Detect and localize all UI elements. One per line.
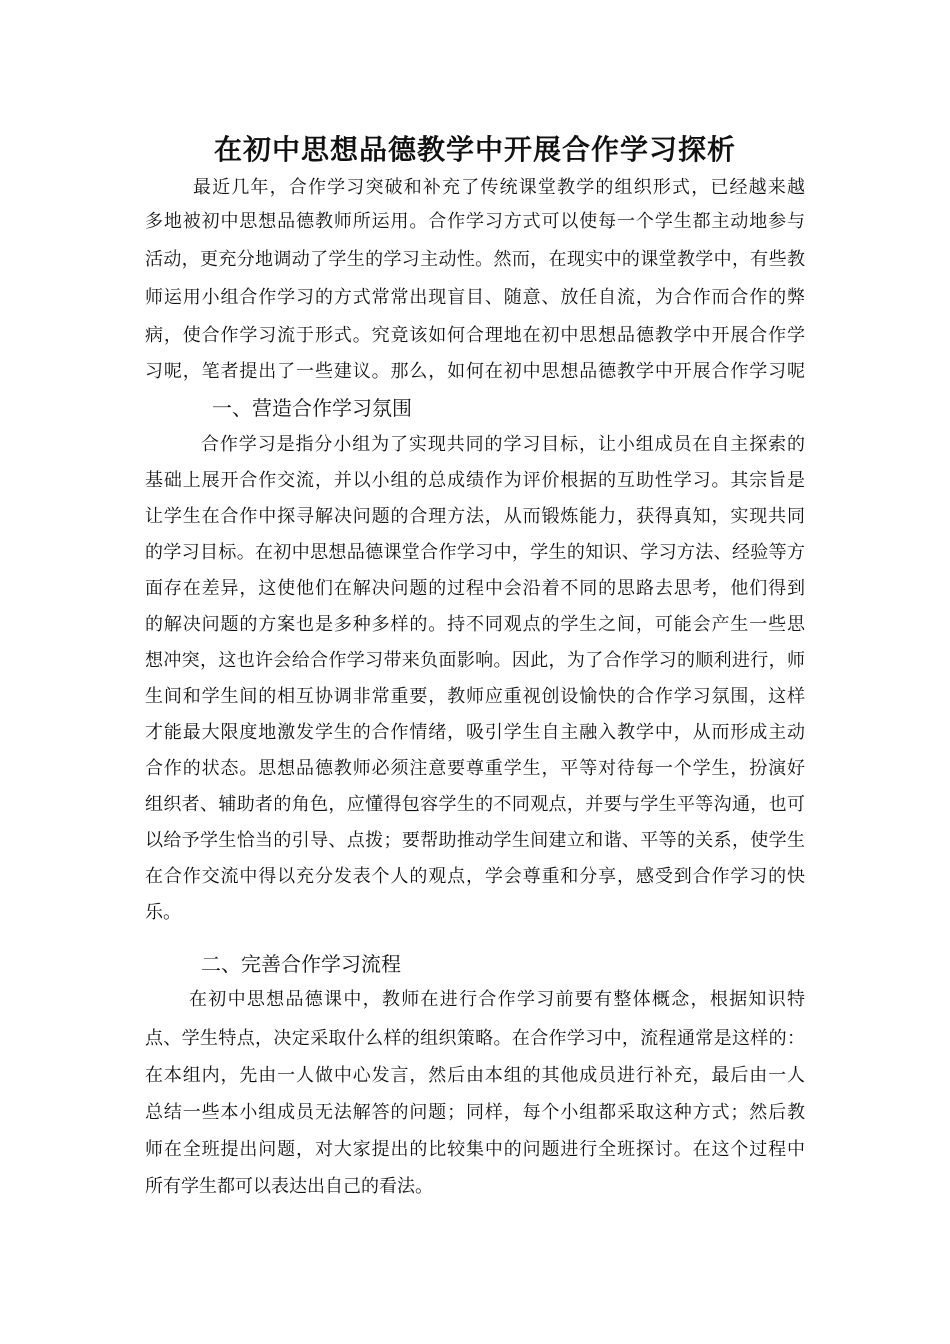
section-heading: 一、营造合作学习氛围 [212, 396, 412, 420]
section1-line: 想冲突，这也许会给合作学习带来负面影响。因此，为了合作学习的顺利进行，师 [145, 650, 805, 671]
intro-line: 最近几年，合作学习突破和补充了传统课堂教学的组织形式，已经越来越 [193, 177, 805, 198]
section2-line: 在本组内，先由一人做中心发言，然后由本组的其他成员进行补充，最后由一人 [145, 1065, 805, 1086]
section1-line: 在合作交流中得以充分发表个人的观点，学会尊重和分享，感受到合作学习的快 [145, 866, 805, 887]
intro-line: 病，使合作学习流于形式。究竟该如何合理地在初中思想品德教学中开展合作学 [145, 325, 805, 346]
section1-line: 合作的状态。思想品德教师必须注意要尊重学生，平等对待每一个学生，扮演好 [145, 758, 805, 779]
section1-line: 乐。 [145, 902, 181, 923]
section1-line: 面存在差异，这使他们在解决问题的过程中会沿着不同的思路去思考，他们得到 [145, 578, 805, 599]
section2-line: 师在全班提出问题，对大家提出的比较集中的问题进行全班探讨。在这个过程中 [145, 1139, 805, 1160]
section1-line: 合作学习是指分小组为了实现共同的学习目标，让小组成员在自主探索的 [201, 434, 805, 455]
section2-line: 点、学生特点，决定采取什么样的组织策略。在合作学习中，流程通常是这样的： [145, 1028, 805, 1049]
intro-line: 多地被初中思想品德教师所运用。合作学习方式可以使每一个学生都主动地参与 [145, 211, 805, 232]
intro-line: 活动，更充分地调动了学生的学习主动性。然而，在现实中的课堂教学中，有些教 [145, 249, 805, 270]
section1-line: 让学生在合作中探寻解决问题的合理方法，从而锻炼能力，获得真知，实现共同 [145, 506, 805, 527]
section-heading: 二、完善合作学习流程 [201, 952, 401, 976]
intro-line: 习呢，笔者提出了一些建议。那么，如何在初中思想品德教学中开展合作学习呢 [145, 361, 805, 382]
section1-line: 以给予学生恰当的引导、点拨；要帮助推动学生间建立和谐、平等的关系，使学生 [145, 830, 805, 851]
section1-line: 才能最大限度地激发学生的合作情绪，吸引学生自主融入教学中，从而形成主动 [145, 722, 805, 743]
section1-line: 组织者、辅助者的角色，应懂得包容学生的不同观点，并要与学生平等沟通，也可 [145, 794, 805, 815]
intro-line: 师运用小组合作学习的方式常常出现盲目、随意、放任自流，为合作而合作的弊 [145, 287, 805, 308]
section1-line: 基础上展开合作交流，并以小组的总成绩作为评价根据的互助性学习。其宗旨是 [145, 470, 805, 491]
section1-line: 的解决问题的方案也是多种多样的。持不同观点的学生之间，可能会产生一些思 [145, 614, 805, 635]
section2-line: 在初中思想品德课中，教师在进行合作学习前要有整体概念，根据知识特 [189, 989, 805, 1010]
document-title: 在初中思想品德教学中开展合作学习探析 [213, 133, 736, 166]
section1-line: 生间和学生间的相互协调非常重要，教师应重视创设愉快的合作学习氛围，这样 [145, 686, 805, 707]
section2-line: 所有学生都可以表达出自己的看法。 [145, 1176, 433, 1197]
section1-line: 的学习目标。在初中思想品德课堂合作学习中，学生的知识、学习方法、经验等方 [145, 542, 805, 563]
section2-line: 总结一些本小组成员无法解答的问题；同样，每个小组都采取这种方式；然后教 [145, 1102, 805, 1123]
